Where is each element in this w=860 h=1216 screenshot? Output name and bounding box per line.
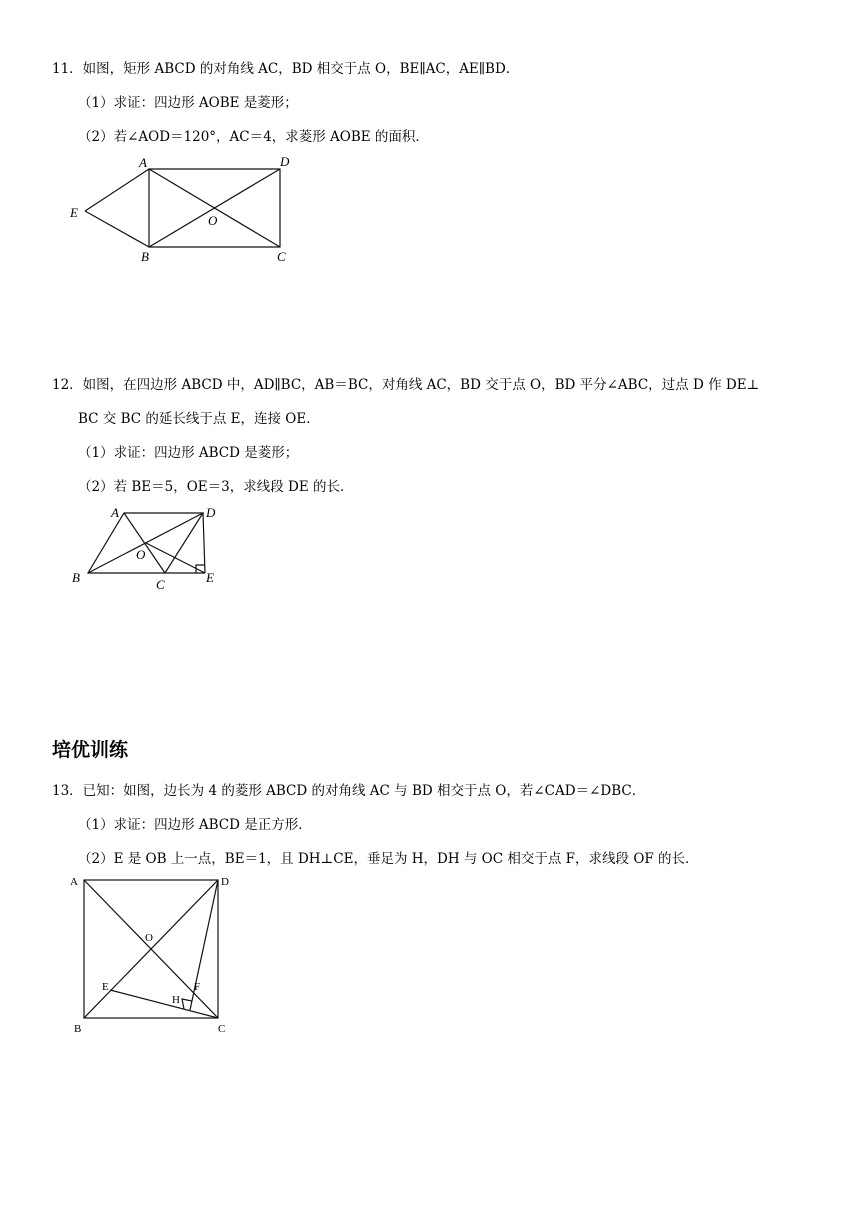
label-d: D bbox=[280, 154, 290, 169]
label-b: B bbox=[141, 249, 149, 264]
problem-12-statement-line-2: BC 交 BC 的延长线于点 E，连接 OE． bbox=[78, 411, 320, 427]
section-title: 培优训练 bbox=[52, 739, 129, 761]
label-e: E bbox=[70, 205, 78, 220]
problem-12-statement-line-1: 12．如图，在四边形 ABCD 中，AD∥BC，AB＝BC，对角线 AC，BD 交于点 O，BD 平分∠ABC，过点 D 作 DE⊥ bbox=[52, 377, 760, 393]
label-e: E bbox=[102, 981, 109, 993]
problem-13-part-1: （1）求证：四边形 ABCD 是正方形． bbox=[78, 817, 312, 833]
label-e: E bbox=[206, 570, 214, 585]
problem-13-part-2: （2）E 是 OB 上一点，BE＝1，且 DH⊥CE，垂足为 H，DH 与 OC 相交于点 F，求线段 OF 的长． bbox=[78, 851, 699, 867]
label-a: A bbox=[139, 155, 147, 170]
label-d: D bbox=[206, 505, 216, 520]
label-d: D bbox=[221, 876, 229, 888]
label-c: C bbox=[218, 1023, 226, 1035]
label-a: A bbox=[70, 876, 78, 888]
label-b: B bbox=[72, 570, 80, 585]
label-o: O bbox=[145, 932, 153, 944]
problem-12-part-1: （1）求证：四边形 ABCD 是菱形； bbox=[78, 445, 299, 461]
label-c: C bbox=[156, 577, 165, 592]
label-h: H bbox=[172, 994, 180, 1006]
label-o: O bbox=[136, 547, 146, 562]
segment-ce bbox=[110, 990, 218, 1018]
label-c: C bbox=[277, 249, 286, 264]
problem-11-part-1: （1）求证：四边形 AOBE 是菱形； bbox=[78, 95, 298, 111]
problem-12-part-2: （2）若 BE＝5，OE＝3，求线段 DE 的长． bbox=[78, 479, 354, 495]
problem-11-statement: 11．如图，矩形 ABCD 的对角线 AC，BD 相交于点 O，BE∥AC，AE∥BD． bbox=[52, 61, 520, 77]
problem-13-statement: 13．已知：如图，边长为 4 的菱形 ABCD 的对角线 AC 与 BD 相交于点 O，若∠CAD＝∠DBC． bbox=[52, 783, 646, 799]
label-f: F bbox=[194, 981, 201, 993]
label-o: O bbox=[208, 213, 218, 228]
label-a: A bbox=[111, 505, 119, 520]
problem-11-part-2: （2）若∠AOD＝120°，AC＝4，求菱形 AOBE 的面积． bbox=[78, 129, 429, 145]
label-b: B bbox=[74, 1023, 82, 1035]
